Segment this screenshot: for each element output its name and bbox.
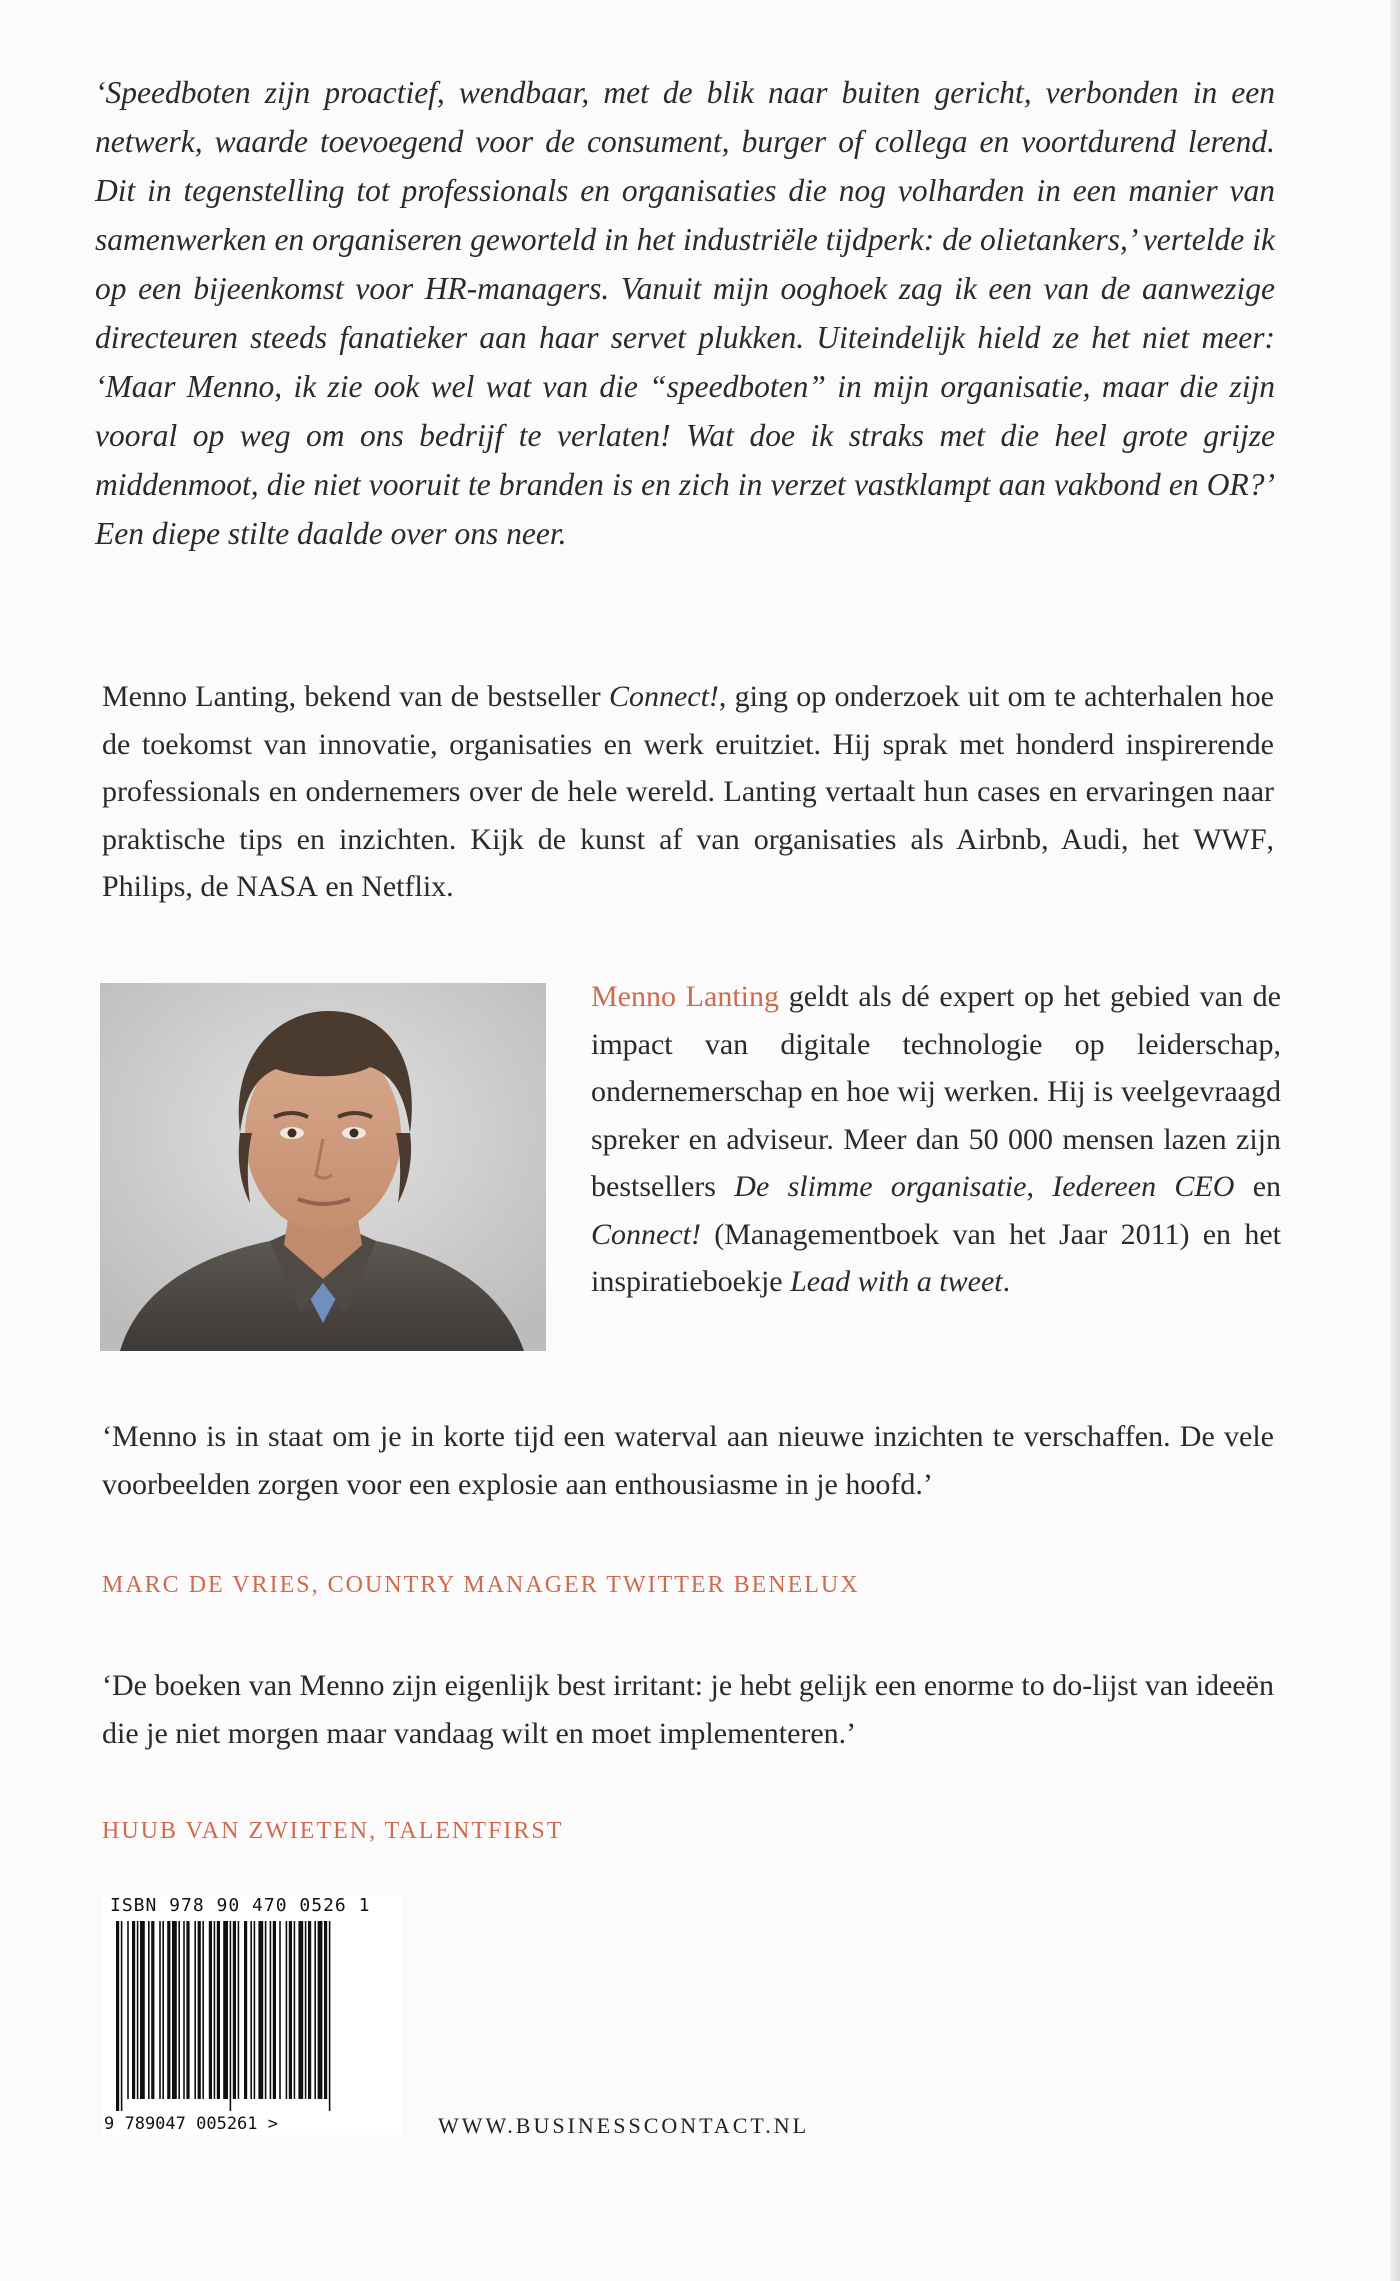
barcode-bar: [151, 1921, 154, 2099]
barcode-bar: [132, 1921, 135, 2099]
testimonial-quote-2: ‘De boeken van Menno zijn eigenlijk best irritant: je hebt gelijk een enorme to do-lijst van ideeën die je niet morgen maar vandaag wilt en moet implementeren.’: [102, 1669, 1274, 1750]
nasa-abbrev: NASA: [236, 870, 318, 903]
book-spine-edge: [1390, 0, 1400, 2281]
book-title-iedereen-ceo: Iedereen CEO: [1052, 1170, 1235, 1203]
book-title-connect-bio: Connect!: [591, 1217, 701, 1251]
book-title-lead-with-a-tweet: Lead with a tweet: [790, 1265, 1003, 1298]
barcode-bar: [198, 1921, 201, 2099]
barcode-bar: [178, 1921, 180, 2099]
barcode-bar: [294, 1921, 296, 2099]
barcode-bar: [183, 1921, 185, 2099]
barcode-bar: [289, 1921, 292, 2099]
barcode-bar: [116, 1921, 119, 2111]
barcode-bar: [127, 1921, 129, 2099]
barcode-bar: [318, 1921, 323, 2099]
barcode-bar: [230, 1921, 232, 2111]
author-portrait-icon: [100, 983, 546, 1351]
barcode-bar: [223, 1921, 228, 2099]
barcode-bar: [167, 1921, 170, 2099]
barcode-bar: [172, 1921, 177, 2099]
barcode-bar: [273, 1921, 276, 2099]
barcode-bar: [324, 1921, 327, 2099]
book-title-slimme-organisatie: De slimme organisatie: [734, 1170, 1027, 1203]
testimonial-quote-1: ‘Menno is in staat om je in korte tijd een waterval aan nieuwe inzichten te verschaffen. De vele voorbeelden zorgen voor een explosie aan enthousiasme in je hoofd.’: [102, 1420, 1274, 1501]
barcode-bar: [298, 1921, 303, 2099]
intro-quote: ‘Speedboten zijn proactief, wendbaar, met de blik naar buiten gericht, verbonden in een netwerk, waarde toevoegend voor de consument, burger of collega en voortdurend lerend. Dit in tegenstelling tot professionals en organisaties die nog volharden in een manier van samenwerken en organiseren geworteld in het industriële tijdperk: de olietankers,’ vertelde ik op een bijeenkomst voor HR-managers. Vanuit mijn ooghoek zag ik een van de aanwezige directeuren steeds fanatieker aan haar servet plukken. Uiteindelijk hield ze het niet meer: ‘Maar Menno, ik zie ook wel wat van die “speedboten” in mijn organisatie, maar die zijn vooral op weg om ons bedrijf te verlaten! Wat doe ik straks met die heel grote grijze middenmoot, die niet vooruit te branden is en zich in verzet vastklampt aan vakbond en OR?’ Een diepe stilte daalde over ons neer.: [95, 75, 1275, 551]
barcode-bar: [279, 1921, 281, 2099]
publisher-website: WWW.BUSINESSCONTACT.NL: [438, 2113, 810, 2138]
barcode-bar: [121, 1921, 123, 2111]
barcode-bar: [270, 1921, 272, 2099]
barcode-bar: [308, 1921, 311, 2099]
barcode-digits: 9 789047 005261 >: [104, 2114, 278, 2134]
isbn-label: ISBN 978 90 470 0526 1: [110, 1895, 371, 1916]
barcode-bar: [286, 1921, 288, 2099]
barcode-bar: [217, 1921, 220, 2099]
book-title-connect: Connect!: [608, 680, 719, 713]
barcode-bar: [214, 1921, 216, 2099]
barcode-bar: [159, 1921, 161, 2099]
barcode-bars-icon: [102, 1921, 402, 2135]
hr-abbrev: HR: [424, 271, 467, 306]
author-bio: Menno Lanting geldt als dé expert op het gebied van de impact van digitale technologie op leiderschap, ondernemerschap en hoe wij werken. Hij is veelgevraagd spreker en adviseur. Meer dan 50 000 mensen lazen zijn bestsellers De slimme organisatie, Iedereen CEO en Connect! (Managementboek van het Jaar 2011) en het inspiratieboekje Lead with a tweet.: [591, 980, 1282, 1298]
author-photo: [100, 983, 546, 1351]
barcode-bar: [250, 1921, 252, 2099]
barcode-bar: [238, 1921, 240, 2099]
barcode-bar: [305, 1921, 307, 2099]
barcode-bar: [140, 1921, 145, 2099]
or-abbrev: OR: [1206, 467, 1249, 502]
testimonial-attribution-2: HUUB VAN ZWIETEN, TALENTFIRST: [102, 1818, 564, 1844]
barcode-bar: [148, 1921, 150, 2099]
barcode-bar: [194, 1921, 196, 2099]
barcode-bar: [244, 1921, 247, 2099]
barcode-bar: [209, 1921, 212, 2099]
barcode-bar: [202, 1921, 204, 2099]
barcode: [102, 1895, 402, 2135]
barcode-bar: [233, 1921, 236, 2099]
testimonial-attribution-1: MARC DE VRIES, COUNTRY MANAGER TWITTER BENELUX: [102, 1572, 860, 1598]
wwf-abbrev: WWF: [1193, 822, 1267, 856]
book-blurb: Menno Lanting, bekend van de bestseller Connect!, ging op onderzoek uit om te achterhalen hoe de toekomst van innovatie, organisaties en werk eruitziet. Hij sprak met honderd inspirerende professionals en ondernemers over de hele wereld. Lanting vertaalt hun cases en ervaringen naar praktische tips en inzichten. Kijk de kunst af van organisaties als Airbnb, Audi, het WWF, Philips, de NASA en Netflix.: [102, 680, 1275, 903]
barcode-bar: [329, 1921, 331, 2111]
author-name: Menno Lanting: [591, 980, 779, 1013]
barcode-bar: [254, 1921, 256, 2099]
barcode-bar: [265, 1921, 267, 2099]
barcode-bar: [258, 1921, 263, 2099]
barcode-bar: [162, 1921, 164, 2099]
barcode-bar: [186, 1921, 189, 2099]
barcode-bar: [137, 1921, 139, 2099]
barcode-bar: [314, 1921, 316, 2099]
